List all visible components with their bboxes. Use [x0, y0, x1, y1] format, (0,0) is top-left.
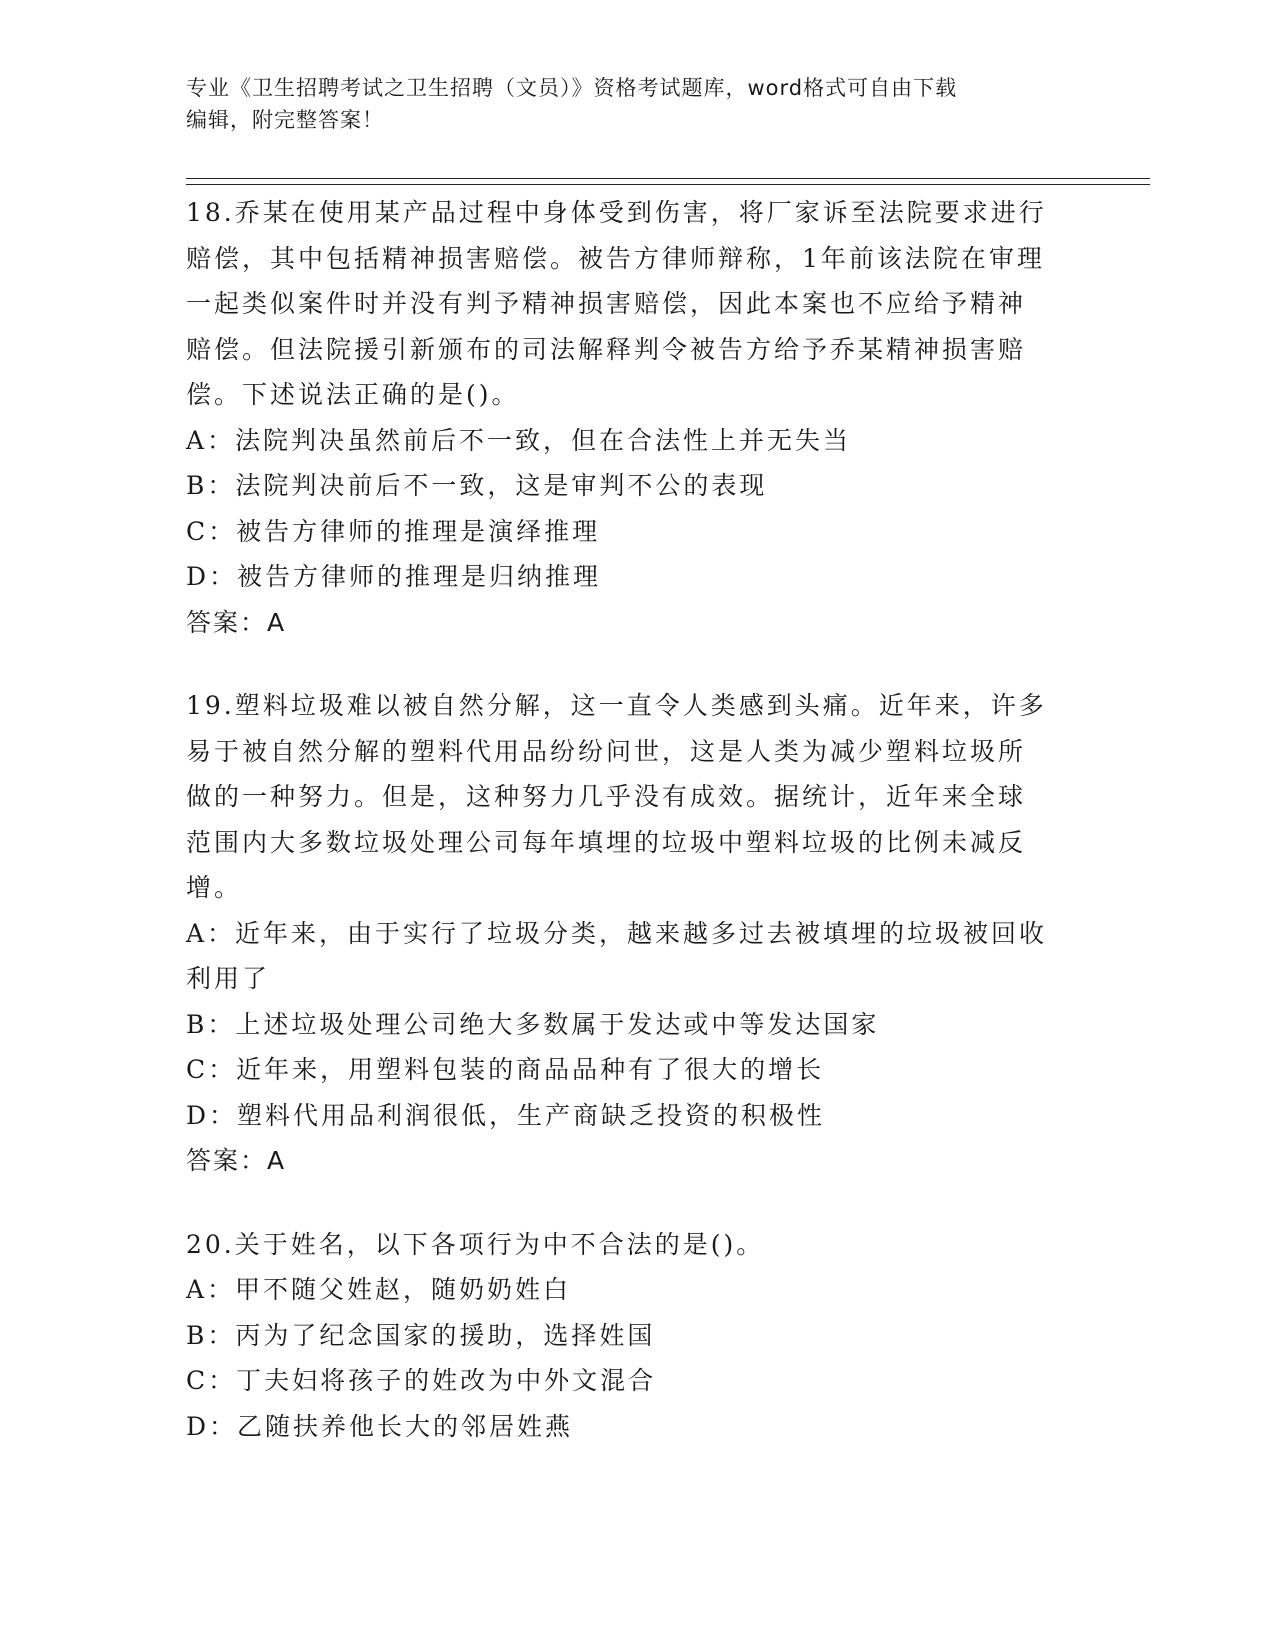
question-stem	[186, 683, 1106, 911]
option-a: A：法院判决虽然前后不一致，但在合法性上并无失当	[186, 425, 852, 455]
header-line-1: 专业《卫生招聘考试之卫生招聘（文员）》资格考试题库，word格式可自由下载	[186, 76, 958, 100]
stem-line: 18.乔某在使用某产品过程中身体受到伤害，将厂家诉至法院要求进行	[186, 198, 1047, 227]
header-line-2: 编辑，附完整答案！	[186, 108, 384, 132]
question-20	[186, 1222, 1106, 1450]
stem-line: 赔偿。但法院援引新颁布的司法解释判令被告方给予乔某精神损害赔	[186, 334, 1027, 364]
document-header	[186, 72, 1086, 136]
header-divider-top	[186, 178, 1150, 179]
stem-line: 20.关于姓名，以下各项行为中不合法的是()。	[186, 1229, 765, 1259]
option-d: D：被告方律师的推理是归纳推理	[186, 562, 602, 591]
option-b: B：上述垃圾处理公司绝大多数属于发达或中等发达国家	[186, 1009, 880, 1039]
option-d: D：塑料代用品利润很低，生产商缺乏投资的积极性	[186, 1100, 826, 1130]
option-c: C：近年来，用塑料包装的商品品种有了很大的增长	[186, 1055, 825, 1084]
question-stem	[186, 190, 1106, 418]
option-b: B：法院判决前后不一致，这是审判不公的表现	[186, 471, 768, 500]
header-divider-bottom	[186, 184, 1150, 185]
stem-line: 增。	[186, 873, 243, 902]
stem-line: 做的一种努力。但是，这种努力几乎没有成效。据统计，近年来全球	[186, 782, 1027, 811]
option-a: A：近年来，由于实行了垃圾分类，越来越多过去被填埋的垃圾被回收	[186, 918, 1048, 948]
question-stem	[186, 1222, 1106, 1268]
stem-line: 赔偿，其中包括精神损害赔偿。被告方律师辩称，1年前该法院在审理	[186, 243, 1045, 273]
option-b: B：丙为了纪念国家的援助，选择姓国	[186, 1320, 656, 1350]
question-list	[186, 190, 1106, 1487]
stem-line: 范围内大多数垃圾处理公司每年填埋的垃圾中塑料垃圾的比例未减反	[186, 827, 1027, 857]
question-19	[186, 683, 1106, 1184]
option-c: C：丁夫妇将孩子的姓改为中外文混合	[186, 1366, 657, 1395]
option-a-continued: 利用了	[186, 964, 271, 993]
answer-label: 答案：A	[186, 607, 287, 637]
stem-line: 易于被自然分解的塑料代用品纷纷问世，这是人类为减少塑料垃圾所	[186, 736, 1027, 766]
stem-line: 偿。下述说法正确的是()。	[186, 380, 520, 409]
option-c: C：被告方律师的推理是演绎推理	[186, 516, 601, 546]
question-18	[186, 190, 1106, 645]
stem-line: 19.塑料垃圾难以被自然分解，这一直令人类感到头痛。近年来，许多	[186, 691, 1047, 720]
option-d: D：乙随扶养他长大的邻居姓燕	[186, 1411, 574, 1441]
answer-label: 答案：A	[186, 1146, 287, 1175]
option-a: A：甲不随父姓赵，随奶奶姓白	[186, 1275, 572, 1304]
stem-line: 一起类似案件时并没有判予精神损害赔偿，因此本案也不应给予精神	[186, 289, 1027, 318]
